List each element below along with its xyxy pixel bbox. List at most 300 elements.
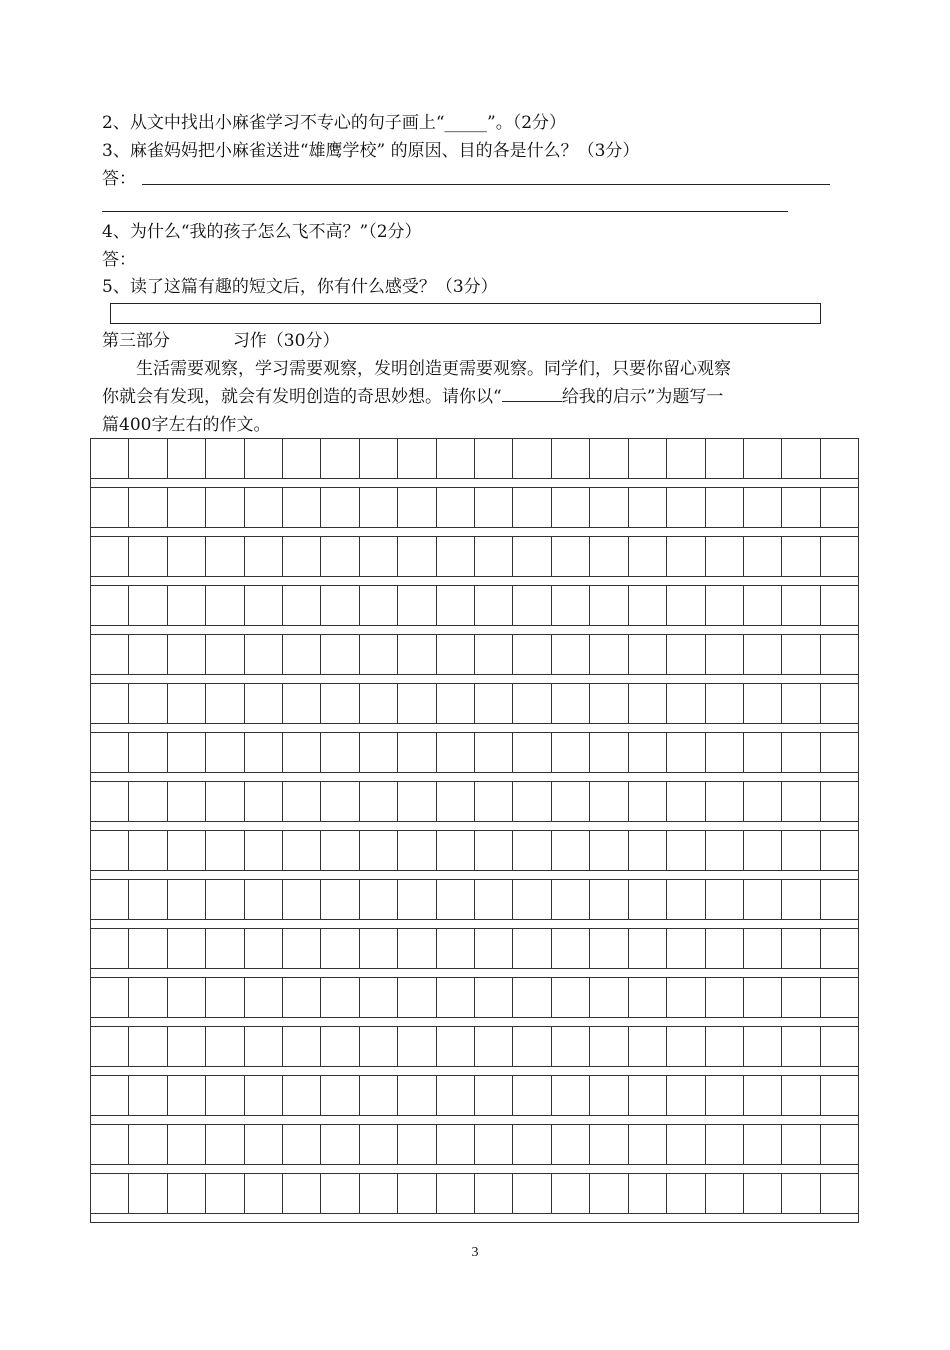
grid-cell[interactable]	[629, 586, 667, 625]
grid-cell[interactable]	[283, 1076, 321, 1115]
grid-cell[interactable]	[782, 439, 820, 478]
grid-cell[interactable]	[629, 880, 667, 919]
grid-cell[interactable]	[475, 488, 513, 527]
grid-cell[interactable]	[744, 1027, 782, 1066]
grid-cell[interactable]	[129, 439, 167, 478]
grid-cell[interactable]	[245, 733, 283, 772]
grid-cell[interactable]	[744, 684, 782, 723]
grid-cell[interactable]	[168, 684, 206, 723]
grid-cell[interactable]	[513, 978, 551, 1017]
grid-cell[interactable]	[552, 782, 590, 821]
grid-cell[interactable]	[398, 635, 436, 674]
grid-cell[interactable]	[744, 439, 782, 478]
grid-cell[interactable]	[360, 1174, 398, 1213]
grid-cell[interactable]	[129, 733, 167, 772]
grid-cell[interactable]	[590, 1027, 628, 1066]
grid-cell[interactable]	[629, 635, 667, 674]
grid-cell[interactable]	[667, 488, 705, 527]
grid-cell[interactable]	[91, 635, 129, 674]
grid-cell[interactable]	[398, 586, 436, 625]
grid-cell[interactable]	[398, 1125, 436, 1164]
grid-cell[interactable]	[590, 1076, 628, 1115]
grid-cell[interactable]	[206, 782, 244, 821]
grid-cell[interactable]	[168, 929, 206, 968]
grid-cell[interactable]	[590, 537, 628, 576]
grid-cell[interactable]	[590, 782, 628, 821]
grid-cell[interactable]	[283, 782, 321, 821]
grid-cell[interactable]	[629, 1027, 667, 1066]
grid-cell[interactable]	[206, 586, 244, 625]
grid-cell[interactable]	[168, 831, 206, 870]
grid-cell[interactable]	[91, 439, 129, 478]
grid-cell[interactable]	[821, 684, 858, 723]
grid-cell[interactable]	[821, 635, 858, 674]
grid-cell[interactable]	[283, 831, 321, 870]
grid-cell[interactable]	[706, 1076, 744, 1115]
grid-cell[interactable]	[129, 880, 167, 919]
grid-cell[interactable]	[321, 929, 359, 968]
grid-cell[interactable]	[821, 978, 858, 1017]
grid-cell[interactable]	[283, 586, 321, 625]
grid-cell[interactable]	[629, 1174, 667, 1213]
grid-cell[interactable]	[437, 488, 475, 527]
grid-cell[interactable]	[437, 929, 475, 968]
grid-cell[interactable]	[321, 880, 359, 919]
grid-cell[interactable]	[206, 488, 244, 527]
grid-cell[interactable]	[590, 1125, 628, 1164]
grid-cell[interactable]	[91, 831, 129, 870]
grid-cell[interactable]	[129, 488, 167, 527]
grid-cell[interactable]	[706, 978, 744, 1017]
grid-cell[interactable]	[513, 782, 551, 821]
grid-cell[interactable]	[552, 978, 590, 1017]
grid-cell[interactable]	[283, 1027, 321, 1066]
grid-cell[interactable]	[321, 1125, 359, 1164]
grid-cell[interactable]	[398, 537, 436, 576]
grid-cell[interactable]	[821, 586, 858, 625]
grid-cell[interactable]	[168, 635, 206, 674]
grid-cell[interactable]	[245, 537, 283, 576]
grid-cell[interactable]	[667, 733, 705, 772]
grid-cell[interactable]	[91, 1076, 129, 1115]
grid-cell[interactable]	[667, 880, 705, 919]
grid-cell[interactable]	[360, 880, 398, 919]
grid-cell[interactable]	[245, 488, 283, 527]
grid-cell[interactable]	[437, 782, 475, 821]
grid-cell[interactable]	[206, 978, 244, 1017]
grid-cell[interactable]	[437, 1174, 475, 1213]
grid-cell[interactable]	[437, 1076, 475, 1115]
grid-cell[interactable]	[360, 782, 398, 821]
grid-cell[interactable]	[513, 1076, 551, 1115]
grid-cell[interactable]	[475, 1125, 513, 1164]
grid-cell[interactable]	[245, 782, 283, 821]
grid-cell[interactable]	[437, 635, 475, 674]
grid-cell[interactable]	[706, 635, 744, 674]
grid-cell[interactable]	[129, 978, 167, 1017]
grid-cell[interactable]	[667, 439, 705, 478]
grid-cell[interactable]	[629, 978, 667, 1017]
grid-cell[interactable]	[91, 782, 129, 821]
grid-cell[interactable]	[667, 978, 705, 1017]
grid-cell[interactable]	[129, 1076, 167, 1115]
grid-cell[interactable]	[629, 488, 667, 527]
grid-cell[interactable]	[475, 978, 513, 1017]
grid-cell[interactable]	[206, 1125, 244, 1164]
grid-cell[interactable]	[91, 537, 129, 576]
grid-cell[interactable]	[360, 831, 398, 870]
grid-cell[interactable]	[283, 880, 321, 919]
grid-cell[interactable]	[744, 733, 782, 772]
grid-cell[interactable]	[744, 488, 782, 527]
grid-cell[interactable]	[129, 831, 167, 870]
grid-cell[interactable]	[706, 586, 744, 625]
grid-cell[interactable]	[667, 586, 705, 625]
grid-cell[interactable]	[398, 978, 436, 1017]
grid-cell[interactable]	[629, 1076, 667, 1115]
grid-cell[interactable]	[360, 635, 398, 674]
grid-cell[interactable]	[667, 635, 705, 674]
grid-cell[interactable]	[283, 684, 321, 723]
grid-cell[interactable]	[360, 978, 398, 1017]
grid-cell[interactable]	[129, 586, 167, 625]
grid-cell[interactable]	[475, 684, 513, 723]
grid-cell[interactable]	[821, 880, 858, 919]
grid-cell[interactable]	[321, 537, 359, 576]
grid-cell[interactable]	[513, 537, 551, 576]
grid-cell[interactable]	[91, 586, 129, 625]
grid-cell[interactable]	[129, 684, 167, 723]
grid-cell[interactable]	[590, 488, 628, 527]
grid-cell[interactable]	[706, 537, 744, 576]
grid-cell[interactable]	[782, 488, 820, 527]
grid-cell[interactable]	[590, 1174, 628, 1213]
grid-cell[interactable]	[437, 684, 475, 723]
grid-cell[interactable]	[667, 684, 705, 723]
grid-cell[interactable]	[552, 684, 590, 723]
grid-cell[interactable]	[245, 439, 283, 478]
grid-cell[interactable]	[513, 439, 551, 478]
grid-cell[interactable]	[552, 1174, 590, 1213]
grid-cell[interactable]	[168, 733, 206, 772]
grid-cell[interactable]	[706, 1125, 744, 1164]
grid-cell[interactable]	[360, 1125, 398, 1164]
grid-cell[interactable]	[590, 880, 628, 919]
grid-cell[interactable]	[398, 1076, 436, 1115]
grid-cell[interactable]	[782, 1125, 820, 1164]
grid-cell[interactable]	[782, 537, 820, 576]
grid-cell[interactable]	[744, 635, 782, 674]
grid-cell[interactable]	[437, 1125, 475, 1164]
grid-cell[interactable]	[206, 1076, 244, 1115]
grid-cell[interactable]	[245, 1125, 283, 1164]
grid-cell[interactable]	[398, 1174, 436, 1213]
grid-cell[interactable]	[821, 929, 858, 968]
grid-cell[interactable]	[744, 831, 782, 870]
grid-cell[interactable]	[245, 1076, 283, 1115]
grid-cell[interactable]	[245, 684, 283, 723]
grid-cell[interactable]	[513, 733, 551, 772]
grid-cell[interactable]	[513, 929, 551, 968]
grid-cell[interactable]	[782, 1174, 820, 1213]
grid-cell[interactable]	[475, 586, 513, 625]
grid-cell[interactable]	[706, 880, 744, 919]
grid-cell[interactable]	[321, 1027, 359, 1066]
grid-cell[interactable]	[398, 782, 436, 821]
grid-cell[interactable]	[245, 880, 283, 919]
grid-cell[interactable]	[629, 929, 667, 968]
composition-grid[interactable]	[90, 438, 859, 1223]
grid-cell[interactable]	[245, 1174, 283, 1213]
grid-cell[interactable]	[590, 831, 628, 870]
grid-cell[interactable]	[821, 439, 858, 478]
grid-cell[interactable]	[398, 733, 436, 772]
grid-cell[interactable]	[513, 1027, 551, 1066]
grid-cell[interactable]	[667, 537, 705, 576]
grid-cell[interactable]	[782, 978, 820, 1017]
grid-cell[interactable]	[667, 1125, 705, 1164]
grid-cell[interactable]	[629, 537, 667, 576]
grid-cell[interactable]	[206, 684, 244, 723]
grid-cell[interactable]	[168, 1174, 206, 1213]
grid-cell[interactable]	[283, 488, 321, 527]
grid-cell[interactable]	[590, 586, 628, 625]
grid-cell[interactable]	[283, 635, 321, 674]
grid-cell[interactable]	[744, 929, 782, 968]
grid-cell[interactable]	[206, 439, 244, 478]
grid-cell[interactable]	[475, 880, 513, 919]
grid-cell[interactable]	[821, 537, 858, 576]
grid-cell[interactable]	[552, 586, 590, 625]
grid-cell[interactable]	[706, 1027, 744, 1066]
answer-line[interactable]	[102, 211, 788, 212]
grid-cell[interactable]	[398, 929, 436, 968]
grid-cell[interactable]	[782, 684, 820, 723]
grid-cell[interactable]	[821, 1125, 858, 1164]
grid-cell[interactable]	[360, 1027, 398, 1066]
grid-cell[interactable]	[706, 831, 744, 870]
grid-cell[interactable]	[283, 1125, 321, 1164]
grid-cell[interactable]	[321, 782, 359, 821]
grid-cell[interactable]	[168, 880, 206, 919]
grid-cell[interactable]	[321, 733, 359, 772]
grid-cell[interactable]	[821, 1076, 858, 1115]
grid-cell[interactable]	[475, 439, 513, 478]
grid-cell[interactable]	[629, 1125, 667, 1164]
grid-cell[interactable]	[321, 586, 359, 625]
grid-cell[interactable]	[821, 1174, 858, 1213]
grid-cell[interactable]	[513, 586, 551, 625]
grid-cell[interactable]	[398, 684, 436, 723]
grid-cell[interactable]	[475, 831, 513, 870]
grid-cell[interactable]	[706, 439, 744, 478]
grid-cell[interactable]	[590, 439, 628, 478]
grid-cell[interactable]	[91, 1125, 129, 1164]
grid-cell[interactable]	[206, 1174, 244, 1213]
grid-cell[interactable]	[360, 586, 398, 625]
grid-cell[interactable]	[629, 684, 667, 723]
grid-cell[interactable]	[782, 782, 820, 821]
grid-cell[interactable]	[437, 880, 475, 919]
grid-cell[interactable]	[437, 978, 475, 1017]
grid-cell[interactable]	[552, 929, 590, 968]
grid-cell[interactable]	[552, 880, 590, 919]
grid-cell[interactable]	[437, 586, 475, 625]
grid-cell[interactable]	[667, 1027, 705, 1066]
grid-cell[interactable]	[437, 733, 475, 772]
grid-cell[interactable]	[129, 1027, 167, 1066]
grid-cell[interactable]	[552, 635, 590, 674]
grid-cell[interactable]	[360, 439, 398, 478]
grid-cell[interactable]	[360, 488, 398, 527]
grid-cell[interactable]	[437, 439, 475, 478]
grid-cell[interactable]	[283, 929, 321, 968]
grid-cell[interactable]	[360, 929, 398, 968]
grid-cell[interactable]	[667, 1076, 705, 1115]
grid-cell[interactable]	[782, 586, 820, 625]
grid-cell[interactable]	[168, 439, 206, 478]
grid-cell[interactable]	[206, 1027, 244, 1066]
grid-cell[interactable]	[590, 635, 628, 674]
grid-cell[interactable]	[782, 831, 820, 870]
grid-cell[interactable]	[475, 1174, 513, 1213]
grid-cell[interactable]	[129, 1174, 167, 1213]
grid-cell[interactable]	[245, 831, 283, 870]
grid-cell[interactable]	[360, 537, 398, 576]
grid-cell[interactable]	[667, 929, 705, 968]
grid-cell[interactable]	[398, 1027, 436, 1066]
grid-cell[interactable]	[360, 684, 398, 723]
title-blank[interactable]	[502, 387, 562, 402]
grid-cell[interactable]	[91, 733, 129, 772]
grid-cell[interactable]	[552, 1027, 590, 1066]
grid-cell[interactable]	[398, 880, 436, 919]
grid-cell[interactable]	[245, 635, 283, 674]
answer-box[interactable]	[110, 303, 821, 324]
grid-cell[interactable]	[475, 929, 513, 968]
grid-cell[interactable]	[91, 880, 129, 919]
grid-cell[interactable]	[321, 488, 359, 527]
grid-cell[interactable]	[475, 537, 513, 576]
grid-cell[interactable]	[475, 782, 513, 821]
grid-cell[interactable]	[321, 831, 359, 870]
grid-cell[interactable]	[398, 439, 436, 478]
grid-cell[interactable]	[513, 635, 551, 674]
grid-cell[interactable]	[168, 1076, 206, 1115]
grid-cell[interactable]	[283, 537, 321, 576]
grid-cell[interactable]	[821, 733, 858, 772]
grid-cell[interactable]	[206, 733, 244, 772]
grid-cell[interactable]	[552, 831, 590, 870]
grid-cell[interactable]	[245, 1027, 283, 1066]
grid-cell[interactable]	[321, 439, 359, 478]
grid-cell[interactable]	[706, 1174, 744, 1213]
grid-cell[interactable]	[129, 537, 167, 576]
grid-cell[interactable]	[821, 831, 858, 870]
grid-cell[interactable]	[206, 929, 244, 968]
grid-cell[interactable]	[744, 537, 782, 576]
grid-cell[interactable]	[437, 537, 475, 576]
grid-cell[interactable]	[475, 1076, 513, 1115]
grid-cell[interactable]	[821, 1027, 858, 1066]
grid-cell[interactable]	[321, 1174, 359, 1213]
grid-cell[interactable]	[629, 733, 667, 772]
grid-cell[interactable]	[744, 978, 782, 1017]
grid-cell[interactable]	[782, 733, 820, 772]
grid-cell[interactable]	[91, 978, 129, 1017]
grid-cell[interactable]	[398, 488, 436, 527]
grid-cell[interactable]	[245, 978, 283, 1017]
grid-cell[interactable]	[744, 1125, 782, 1164]
grid-cell[interactable]	[744, 1174, 782, 1213]
grid-cell[interactable]	[552, 1076, 590, 1115]
grid-cell[interactable]	[360, 733, 398, 772]
grid-cell[interactable]	[321, 635, 359, 674]
grid-cell[interactable]	[706, 929, 744, 968]
grid-cell[interactable]	[629, 782, 667, 821]
grid-cell[interactable]	[590, 929, 628, 968]
grid-cell[interactable]	[91, 684, 129, 723]
grid-cell[interactable]	[168, 782, 206, 821]
grid-cell[interactable]	[744, 1076, 782, 1115]
grid-cell[interactable]	[475, 1027, 513, 1066]
grid-cell[interactable]	[513, 488, 551, 527]
grid-cell[interactable]	[129, 782, 167, 821]
grid-cell[interactable]	[782, 880, 820, 919]
grid-cell[interactable]	[552, 733, 590, 772]
grid-cell[interactable]	[168, 488, 206, 527]
grid-cell[interactable]	[706, 684, 744, 723]
grid-cell[interactable]	[513, 1125, 551, 1164]
grid-cell[interactable]	[475, 635, 513, 674]
grid-cell[interactable]	[629, 831, 667, 870]
grid-cell[interactable]	[782, 1076, 820, 1115]
grid-cell[interactable]	[168, 1125, 206, 1164]
grid-cell[interactable]	[744, 782, 782, 821]
grid-cell[interactable]	[513, 880, 551, 919]
grid-cell[interactable]	[782, 929, 820, 968]
grid-cell[interactable]	[629, 439, 667, 478]
grid-cell[interactable]	[590, 733, 628, 772]
grid-cell[interactable]	[206, 635, 244, 674]
grid-cell[interactable]	[168, 586, 206, 625]
grid-cell[interactable]	[321, 684, 359, 723]
grid-cell[interactable]	[513, 831, 551, 870]
grid-cell[interactable]	[168, 1027, 206, 1066]
grid-cell[interactable]	[590, 978, 628, 1017]
grid-cell[interactable]	[206, 537, 244, 576]
grid-cell[interactable]	[398, 831, 436, 870]
grid-cell[interactable]	[552, 1125, 590, 1164]
grid-cell[interactable]	[283, 439, 321, 478]
grid-cell[interactable]	[706, 733, 744, 772]
grid-cell[interactable]	[744, 586, 782, 625]
grid-cell[interactable]	[744, 880, 782, 919]
grid-cell[interactable]	[91, 929, 129, 968]
grid-cell[interactable]	[206, 831, 244, 870]
grid-cell[interactable]	[782, 635, 820, 674]
grid-cell[interactable]	[91, 1027, 129, 1066]
grid-cell[interactable]	[667, 831, 705, 870]
grid-cell[interactable]	[321, 978, 359, 1017]
grid-cell[interactable]	[552, 537, 590, 576]
grid-cell[interactable]	[475, 733, 513, 772]
grid-cell[interactable]	[821, 782, 858, 821]
grid-cell[interactable]	[437, 831, 475, 870]
grid-cell[interactable]	[552, 439, 590, 478]
grid-cell[interactable]	[206, 880, 244, 919]
grid-cell[interactable]	[129, 929, 167, 968]
